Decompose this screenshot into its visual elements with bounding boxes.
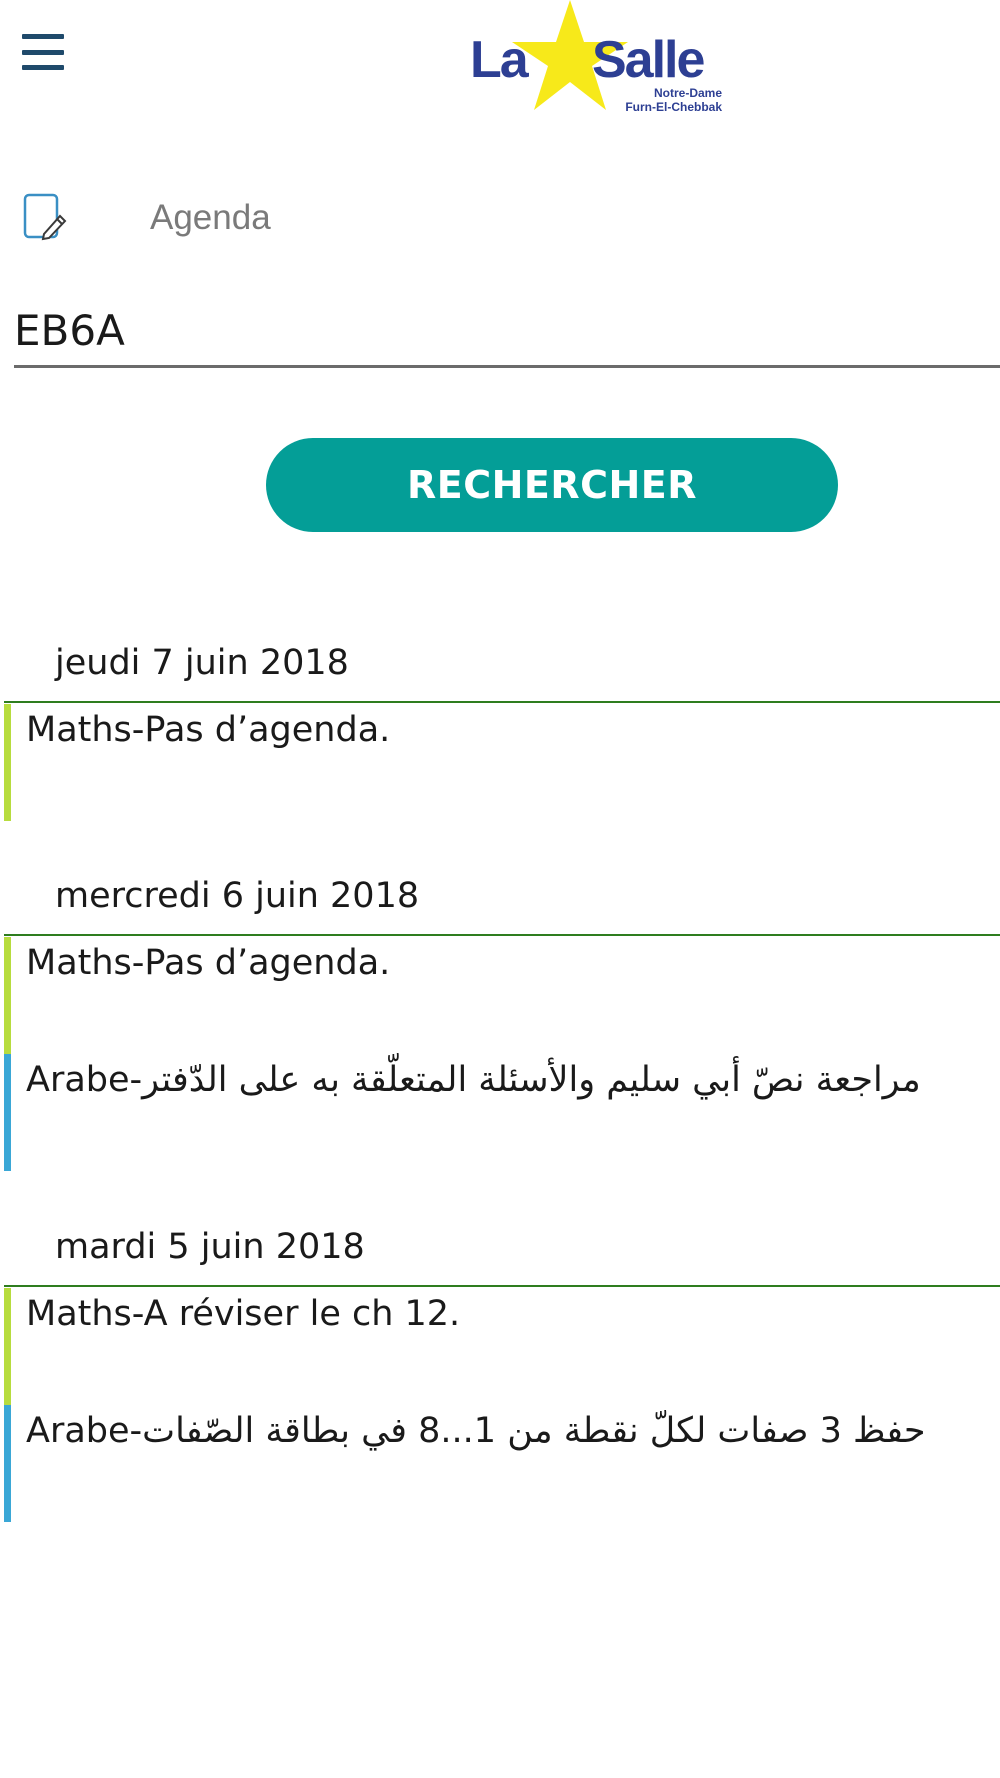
entry-text: Maths-Pas d’agenda. bbox=[26, 943, 391, 983]
entry-text: Maths-A réviser le ch 12. bbox=[26, 1294, 461, 1334]
agenda-entry-arabe[interactable] bbox=[4, 1405, 1000, 1522]
agenda-entry-maths[interactable] bbox=[4, 1288, 1000, 1405]
day-date: jeudi 7 juin 2018 bbox=[55, 643, 349, 683]
agenda-entry-maths[interactable] bbox=[4, 937, 1000, 1054]
subject-color-bar bbox=[4, 704, 11, 821]
section-title: Agenda bbox=[150, 198, 271, 237]
day-divider bbox=[4, 701, 1000, 703]
day-date: mercredi 6 juin 2018 bbox=[55, 876, 420, 916]
subject-color-bar bbox=[4, 1288, 11, 1405]
class-search-input[interactable] bbox=[14, 296, 1000, 368]
day-date: mardi 5 juin 2018 bbox=[55, 1227, 365, 1267]
logo-subtitle-line1: Notre-Dame bbox=[653, 86, 722, 100]
entry-text: Arabe-مراجعة نصّ أبي سليم والأسئلة المتعلّقة به على الدّفتر bbox=[26, 1060, 921, 1100]
day-divider bbox=[4, 1285, 1000, 1287]
search-button[interactable]: RECHERCHER bbox=[266, 438, 838, 532]
logo-subtitle-line2: Furn-El-Chebbak bbox=[625, 100, 722, 114]
subject-color-bar bbox=[4, 937, 11, 1054]
notebook-edit-icon bbox=[22, 192, 68, 242]
agenda-entry-arabe[interactable] bbox=[4, 1054, 1000, 1171]
app-header bbox=[0, 0, 1000, 130]
entry-text: Arabe-حفظ 3 صفات لكلّ نقطة من 1...8 في بطاقة الصّفات bbox=[26, 1411, 926, 1451]
logo-word-salle: Salle bbox=[592, 31, 704, 89]
la-salle-logo bbox=[470, 0, 720, 120]
entry-text: Maths-Pas d’agenda. bbox=[26, 710, 391, 750]
subject-color-bar bbox=[4, 1405, 11, 1522]
agenda-entry-maths[interactable] bbox=[4, 704, 1000, 821]
day-divider bbox=[4, 934, 1000, 936]
section-header bbox=[0, 190, 1000, 250]
subject-color-bar bbox=[4, 1054, 11, 1171]
logo-word-la: La bbox=[470, 31, 527, 89]
hamburger-menu-icon[interactable] bbox=[22, 34, 64, 70]
